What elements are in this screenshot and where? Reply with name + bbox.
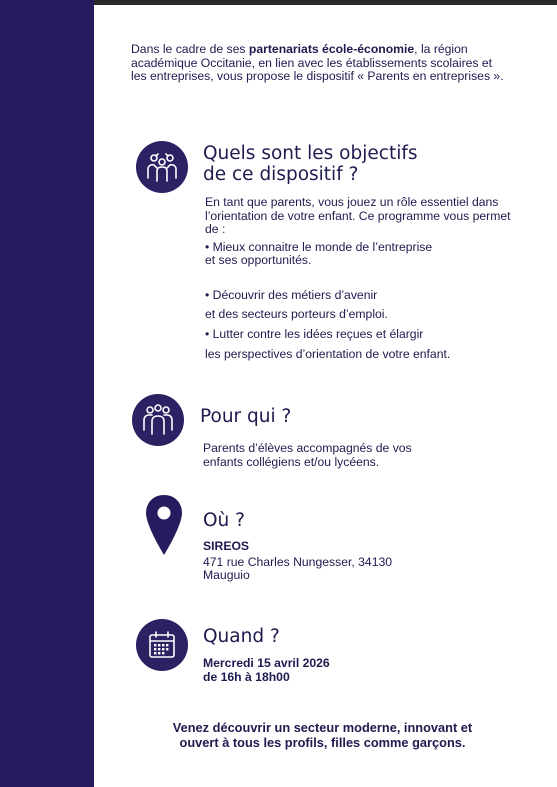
objectifs-title: Quels sont les objectifs de ce dispositif ? (203, 143, 418, 185)
objectifs-body: En tant que parents, vous jouez un rôle essentiel dans l’orientation de votre enfant. Ce programme vous permet de : • Mieux connaitre le monde de l’entreprise et ses opportunités. (205, 196, 525, 268)
bullet-3: • Lutter contre les idées reçues et élargir les perspectives d’orientation de votre enfant. (205, 327, 451, 361)
people-group-icon (132, 394, 184, 446)
bullet-1-line-1: • Mieux connaitre le monde de l’entreprise (205, 239, 433, 254)
sidebar-band (0, 0, 94, 787)
pour-qui-text: Parents d’élèves accompagnés de vos enfants collégiens et/ou lycéens. (203, 441, 412, 469)
intro-paragraph: Dans le cadre de ses partenariats école-économie, la région académique Occitanie, en lien avec les établissements scolaires et les entreprises, vous propose le dispositif « Parents en entreprises ». (131, 42, 504, 84)
location-pin-icon (145, 494, 183, 556)
event-date: Mercredi 15 avril 2026 (203, 656, 330, 670)
quand-datetime (203, 657, 503, 684)
quand-title: Quand ? (203, 626, 280, 647)
event-time: de 16h à 18h00 (203, 669, 290, 684)
intro-bold: partenariats école-économie (248, 42, 415, 56)
closing-statement: Venez découvrir un secteur moderne, innovant et ouvert à tous les profils, filles comme garçons. (172, 720, 473, 750)
bullet-2: • Découvrir des métiers d’avenir et des secteurs porteurs d’emploi. (205, 288, 388, 321)
venue-name: SIREOS (203, 539, 250, 553)
pour-qui-title: Pour qui ? (200, 406, 292, 427)
team-icon (136, 141, 188, 193)
bullet-1-line-2: et ses opportunités. (205, 253, 312, 268)
ou-address: SIREOS 471 rue Charles Nungesser, 34130 Mauguio (203, 540, 503, 583)
ou-title: Où ? (203, 510, 245, 531)
calendar-icon (136, 619, 188, 671)
